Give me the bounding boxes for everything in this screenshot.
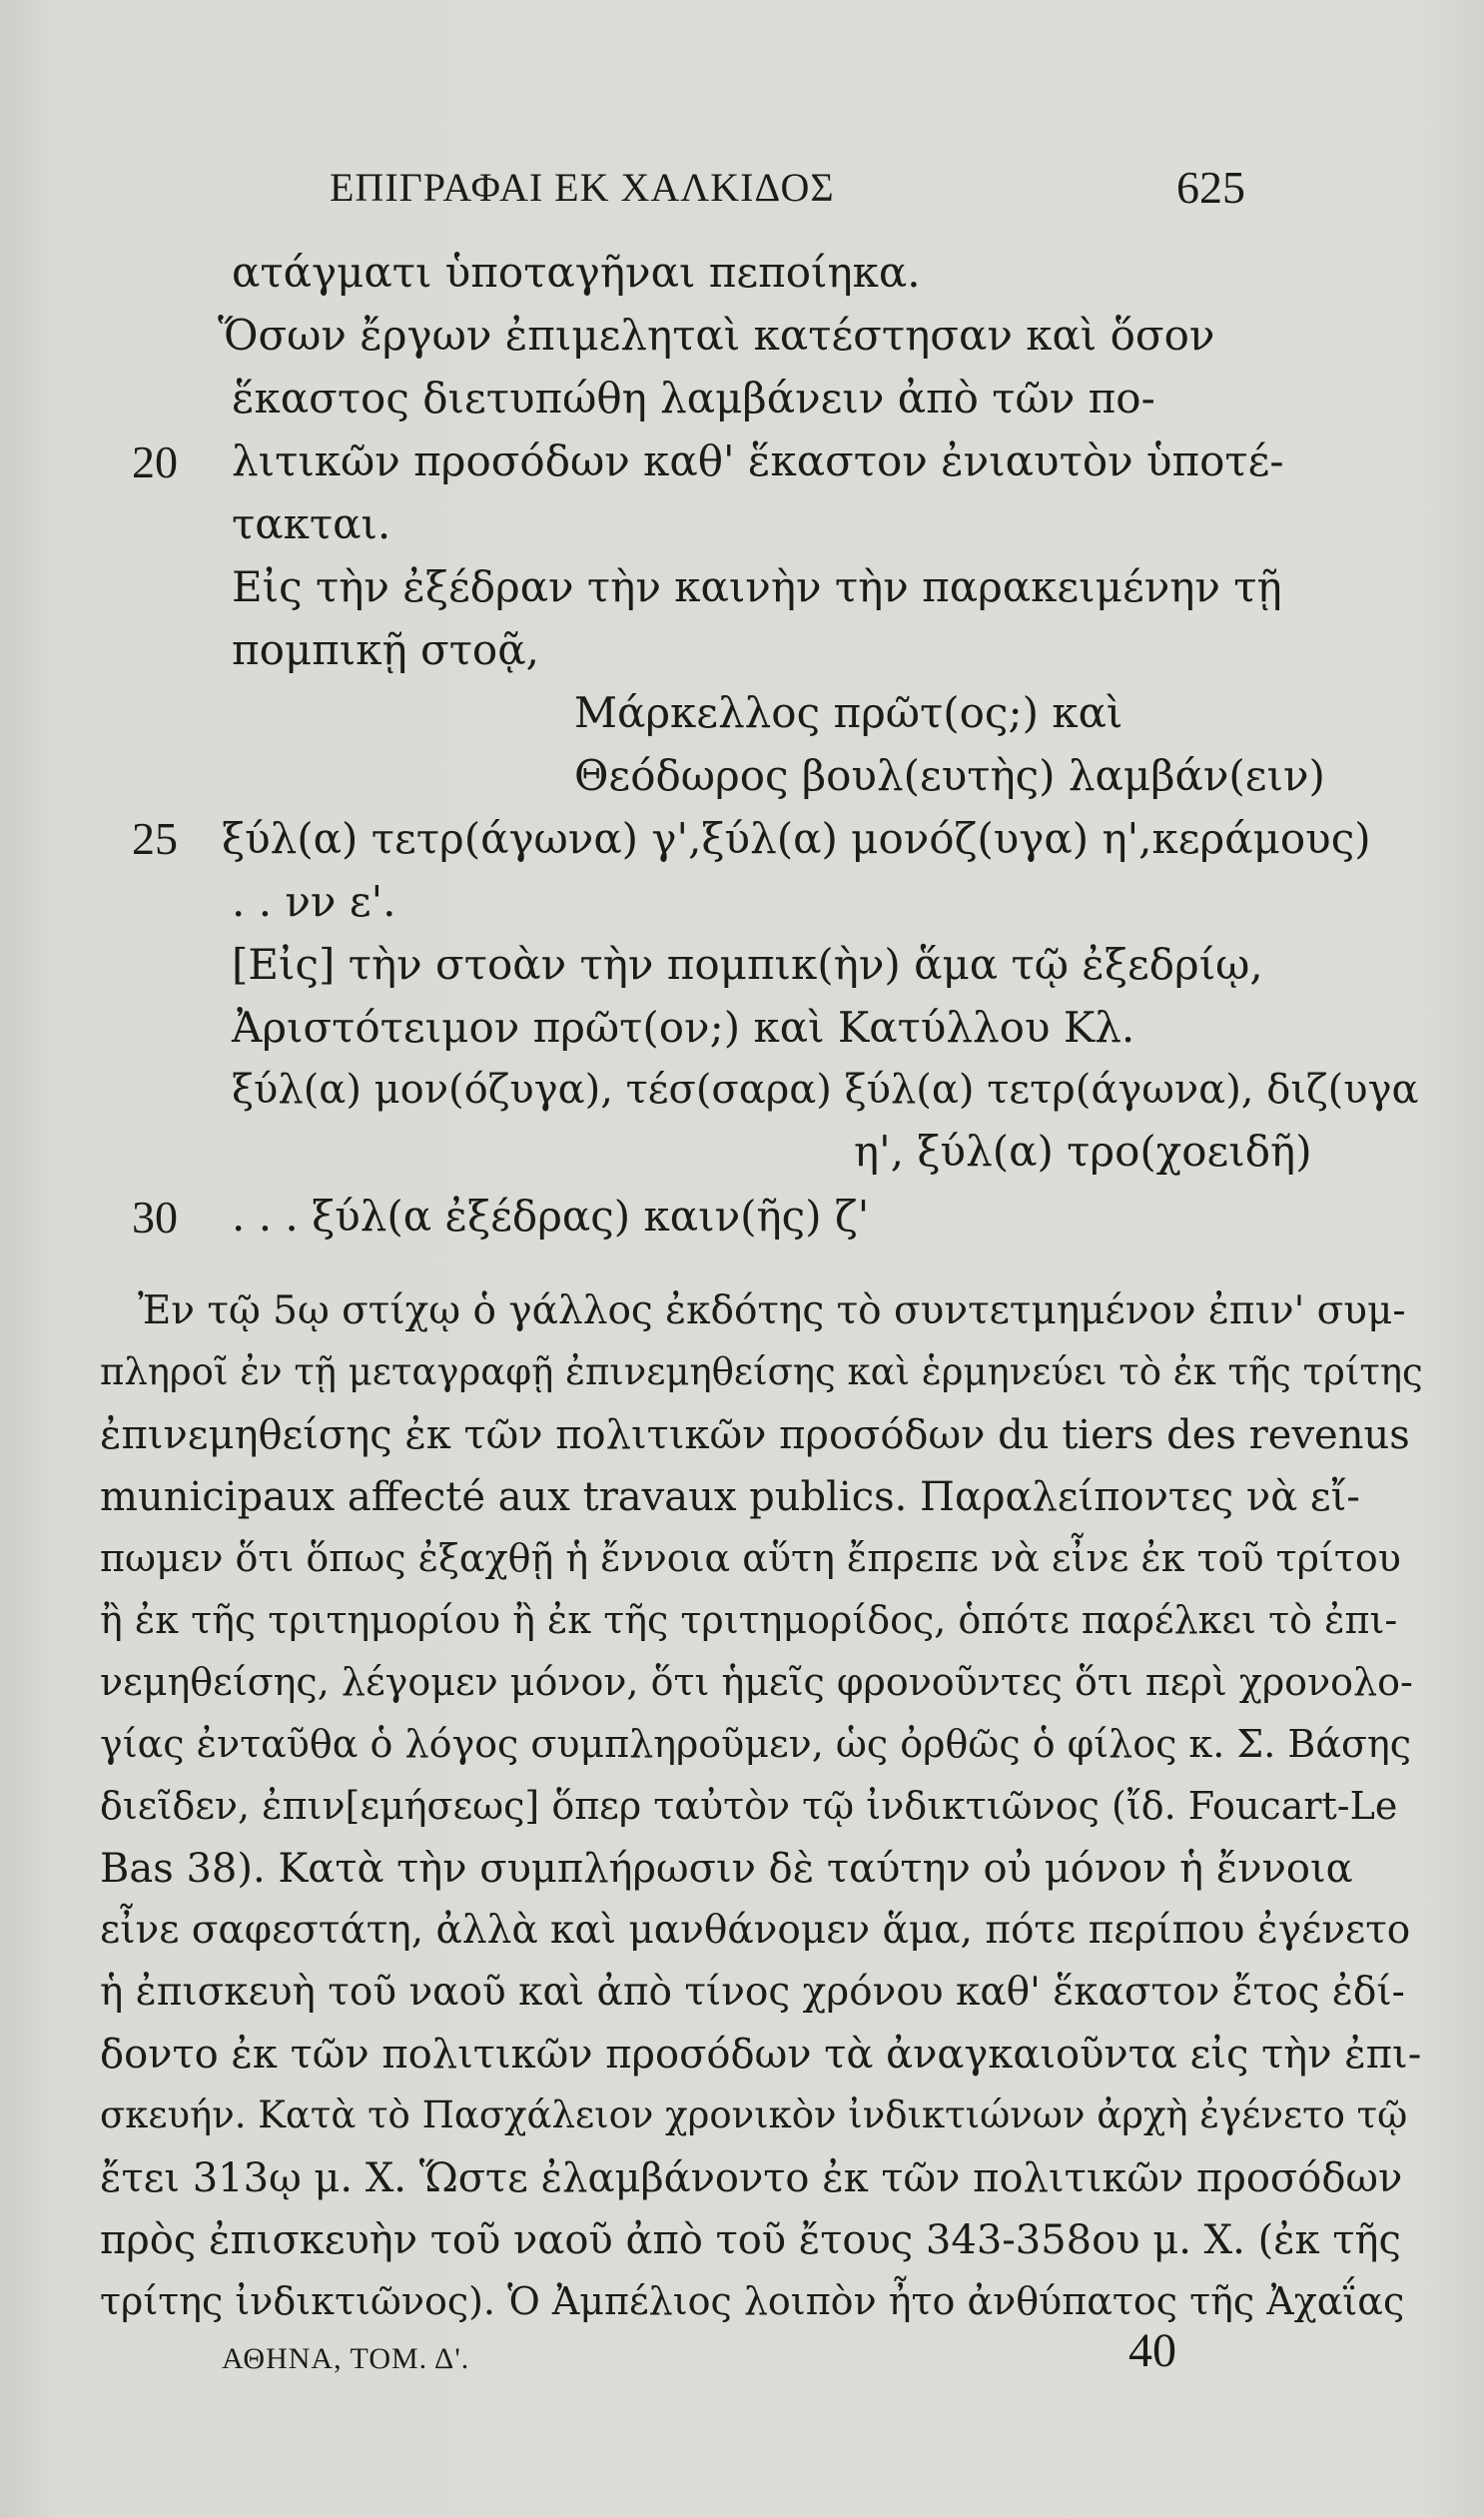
inscription-line: . . . ξύλ(α ἐξέδρας) καιν(ῆς) ζ' bbox=[232, 1192, 870, 1241]
commentary-line: Bas 38). Κατὰ τὴν συμπλήρωσιν δὲ ταύτην οὐ μόνον ἡ ἔννοια bbox=[100, 1846, 1353, 1892]
inscription-line: Εἰς τὴν ἐξέδραν τὴν καινὴν τὴν παρακειμένην τῇ bbox=[232, 562, 1282, 611]
commentary-line: δοντο ἐκ τῶν πολιτικῶν προσόδων τὰ ἀναγκαιοῦντα εἰς τὴν ἐπι- bbox=[100, 2032, 1422, 2078]
page-number: 625 bbox=[1176, 162, 1245, 213]
signature-number: 40 bbox=[1128, 2324, 1176, 2377]
inscription-line: ἕκαστος διετυπώθη λαμβάνειν ἀπὸ τῶν πο- bbox=[232, 374, 1155, 422]
commentary-line: ἡ ἐπισκευὴ τοῦ ναοῦ καὶ ἀπὸ τίνος χρόνου καθ' ἕκαστον ἔτος ἐδί- bbox=[100, 1970, 1405, 2015]
inscription-line: Ὅσων ἔργων ἐπιμεληταὶ κατέστησαν καὶ ὅσον bbox=[218, 311, 1215, 360]
inscription-line: . . νν ε'. bbox=[232, 877, 396, 926]
inscription-line: Ἀριστότειμον πρῶτ(ον;) καὶ Κατύλλου Κλ. bbox=[232, 1003, 1135, 1052]
running-header-title: ΕΠΙΓΡΑΦΑΙ ΕΚ ΧΑΛΚΙΔΟΣ bbox=[330, 165, 835, 210]
commentary-line: πωμεν ὅτι ὅπως ἐξαχθῇ ἡ ἔννοια αὕτη ἔπρεπε νὰ εἶνε ἐκ τοῦ τρίτου bbox=[100, 1536, 1401, 1580]
line-number: 20 bbox=[132, 436, 178, 487]
commentary-line: εἶνε σαφεστάτη, ἀλλὰ καὶ μανθάνομεν ἅμα, πότε περίπου ἐγένετο bbox=[100, 1908, 1411, 1953]
inscription-line: Θεόδωρος βουλ(ευτὴς) λαμβάν(ειν) bbox=[574, 751, 1325, 800]
inscription-line: Μάρκελλος πρῶτ(ος;) καὶ bbox=[574, 688, 1123, 737]
commentary-line: σκευήν. Κατὰ τὸ Πασχάλειον χρονικὸν ἰνδικτιώνων ἀρχὴ ἐγένετο τῷ bbox=[100, 2094, 1408, 2136]
commentary-line: γίας ἐνταῦθα ὁ λόγος συμπληροῦμεν, ὡς ὀρθῶς ὁ φίλος κ. Σ. Βάσης bbox=[100, 1722, 1412, 1766]
signature-mark: ΑΘΗΝΑ, ΤΟΜ. Δ'. bbox=[222, 2342, 470, 2375]
line-number: 25 bbox=[132, 813, 178, 864]
commentary-line: διεῖδεν, ἐπιν[εμήσεως] ὅπερ ταὐτὸν τῷ ἰνδικτιῶνος (ἴδ. Foucart-Le bbox=[100, 1784, 1398, 1828]
commentary-line: municipaux affecté aux travaux publics. Παραλείποντες νὰ εἴ- bbox=[100, 1474, 1360, 1520]
commentary-line: νεμηθείσης, λέγομεν μόνον, ὅτι ἡμεῖς φρονοῦντες ὅτι περὶ χρονολο- bbox=[100, 1660, 1413, 1704]
inscription-line: ξύλ(α) τετρ(άγωνα) γ',ξύλ(α) μονόζ(υγα) η',κεράμους) bbox=[222, 814, 1371, 863]
line-number: 30 bbox=[132, 1192, 178, 1243]
commentary-line: πρὸς ἐπισκευὴν τοῦ ναοῦ ἀπὸ τοῦ ἔτους 343-358ου μ. Χ. (ἐκ τῆς bbox=[100, 2217, 1401, 2263]
commentary-line: πληροῖ ἐν τῇ μεταγραφῇ ἐπινεμηθείσης καὶ ἑρμηνεύει τὸ ἐκ τῆς τρίτης bbox=[100, 1350, 1423, 1393]
commentary-line: Ἐν τῷ 5ῳ στίχῳ ὁ γάλλος ἐκδότης τὸ συντετμημένον ἐπιν' συμ- bbox=[138, 1288, 1406, 1333]
inscription-line: η', ξύλ(α) τρο(χοειδῆ) bbox=[854, 1127, 1312, 1176]
inscription-line: [Εἰς] τὴν στοὰν τὴν πομπικ(ὴν) ἅμα τῷ ἐξεδρίῳ, bbox=[232, 940, 1263, 989]
inscription-line: ατάγματι ὑποταγῆναι πεποίηκα. bbox=[232, 248, 921, 297]
inscription-line: ξύλ(α) μον(όζυγα), τέσ(σαρα) ξύλ(α) τετρ(άγωνα), διζ(υγα bbox=[232, 1067, 1419, 1113]
commentary-line: τρίτης ἰνδικτιῶνος). Ὁ Ἀμπέλιος λοιπὸν ἦτο ἀνθύπατος τῆς Ἀχαΐας bbox=[100, 2279, 1405, 2323]
inscription-line: τακται. bbox=[232, 499, 391, 548]
commentary-line: ἐπινεμηθείσης ἐκ τῶν πολιτικῶν προσόδων du tiers des revenus bbox=[100, 1412, 1410, 1458]
commentary-line: ἔτει 313ῳ μ. Χ. Ὥστε ἐλαμβάνοντο ἐκ τῶν πολιτικῶν προσόδων bbox=[100, 2155, 1403, 2201]
inscription-line: πομπικῇ στοᾷ, bbox=[232, 625, 539, 674]
inscription-line: λιτικῶν προσόδων καθ' ἕκαστον ἐνιαυτὸν ὑποτέ- bbox=[232, 436, 1284, 485]
commentary-line: ἢ ἐκ τῆς τριτημορίου ἢ ἐκ τῆς τριτημορίδος, ὁπότε παρέλκει τὸ ἐπι- bbox=[100, 1598, 1398, 1642]
